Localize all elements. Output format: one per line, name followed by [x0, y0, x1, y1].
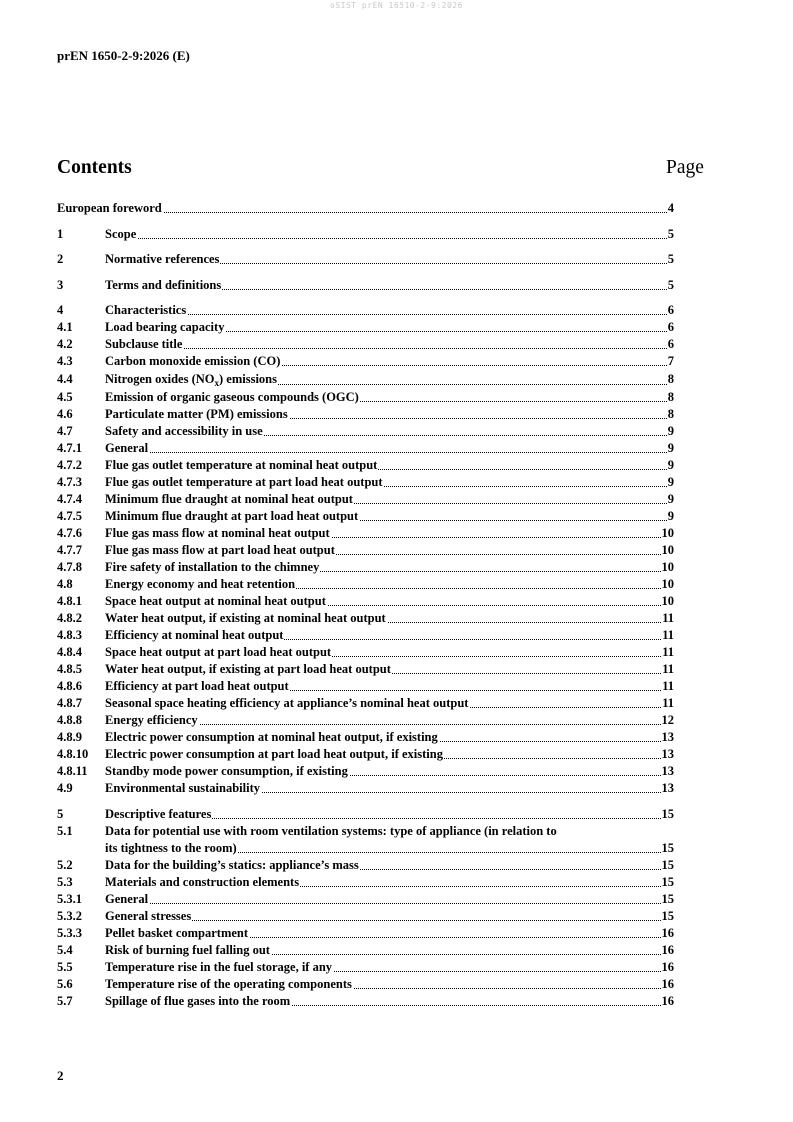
toc-entry-title: Space heat output at nominal heat output: [105, 593, 661, 610]
toc-entry-number: 4.7.2: [57, 458, 82, 472]
toc-entry-title: Water heat output, if existing at part load heat output: [105, 661, 661, 678]
toc-entry-page: 15: [661, 874, 674, 889]
toc-entry[interactable]: [57, 942, 674, 959]
toc-entry-number: 4.7.4: [57, 492, 82, 506]
toc-entry[interactable]: [57, 423, 674, 440]
toc-entry-title: Pellet basket compartment: [105, 925, 661, 942]
toc-entry[interactable]: [57, 336, 674, 353]
toc-entry-page: 16: [661, 993, 674, 1008]
toc-entry-number: 4: [57, 303, 64, 317]
toc-entry-title: Data for potential use with room ventilation systems: type of appliance (in relation to its tightness to the room) 15: [105, 823, 674, 855]
toc-entry-page: 9: [667, 509, 674, 523]
toc-entry-title: Subclause title: [105, 336, 667, 353]
toc-entry-title: Data for the building’s statics: appliance’s mass: [105, 857, 661, 874]
toc-entry-page: 4: [667, 201, 674, 215]
toc-entry[interactable]: [57, 891, 674, 908]
toc-entry-page: 8: [667, 407, 674, 421]
toc-entry-page: 10: [661, 577, 674, 591]
toc-entry-page: 5: [667, 226, 674, 241]
toc-entry[interactable]: [57, 695, 674, 712]
toc-entry-number: 4.8.10: [57, 747, 89, 761]
toc-entry-page: 11: [662, 645, 674, 659]
toc-entry-number: 5.5: [57, 959, 73, 974]
toc-entry-page: 11: [662, 696, 674, 710]
toc-entry[interactable]: [57, 389, 674, 406]
toc-entry-number: 4.8: [57, 577, 73, 591]
toc-entry[interactable]: [57, 908, 674, 925]
toc-entry[interactable]: [57, 353, 674, 370]
toc-entry-page: 16: [661, 959, 674, 974]
toc-entry-number: 4.2: [57, 337, 73, 351]
toc-entry-title: Space heat output at part load heat output: [105, 644, 661, 661]
toc-entry-title: Flue gas outlet temperature at nominal heat output: [105, 457, 667, 474]
toc-entry[interactable]: [57, 661, 674, 678]
toc-entry-title: Temperature rise of the operating components: [105, 976, 661, 993]
toc-entry-title: Electric power consumption at nominal heat output, if existing: [105, 729, 661, 746]
toc-entry-title: General: [105, 891, 661, 908]
toc-entry-number: 5: [57, 806, 64, 821]
toc-entry-number: 5.6: [57, 976, 73, 991]
toc-entry-number: 5.3.2: [57, 908, 82, 923]
toc-entry-title: Materials and construction elements: [105, 874, 661, 891]
toc-entry[interactable]: [57, 780, 674, 797]
toc-entry-number: 4.9: [57, 781, 73, 795]
toc-entry-page: 6: [667, 303, 674, 317]
toc-entry-title: Normative references: [105, 251, 667, 268]
toc-entry-title: Risk of burning fuel falling out: [105, 942, 661, 959]
toc-entry-title: Energy efficiency: [105, 712, 661, 729]
toc-entry-title: Spillage of flue gases into the room: [105, 993, 661, 1010]
toc-entry-title: Temperature rise in the fuel storage, if any: [105, 959, 661, 976]
toc-entry-number: 4.8.7: [57, 696, 82, 710]
toc-entry-page: 5: [667, 252, 674, 266]
toc-entry-title: European foreword: [57, 200, 667, 217]
toc-entry-number: 4.7.8: [57, 560, 82, 574]
toc-entry-title: Water heat output, if existing at nominal heat output: [105, 610, 661, 627]
toc-entry-number: 4.8.6: [57, 679, 82, 693]
toc-entry-number: 4.8.4: [57, 645, 82, 659]
toc-entry[interactable]: [57, 857, 674, 874]
toc-entry-title: Nitrogen oxides $(NO_x)$ emissions: [105, 370, 667, 389]
toc-entry[interactable]: [57, 440, 674, 457]
toc-entry[interactable]: [57, 993, 674, 1010]
toc-entry-page: 15: [661, 891, 674, 906]
toc-entry-title: Minimum flue draught at nominal heat output: [105, 491, 667, 508]
toc-entry[interactable]: [57, 729, 674, 746]
toc-entry[interactable]: [57, 712, 674, 729]
toc-entry[interactable]: [57, 644, 674, 661]
toc-entry-page: 6: [667, 337, 674, 351]
toc-entry-title: Standby mode power consumption, if existing: [105, 763, 661, 780]
toc-entry-title: Seasonal space heating efficiency at appliance’s nominal heat output: [105, 695, 661, 712]
toc-entry-page: 10: [661, 526, 674, 540]
toc-entry-number: 4.5: [57, 390, 73, 404]
toc-entry-title: Minimum flue draught at part load heat output: [105, 508, 667, 525]
toc-entry-page: 13: [661, 764, 674, 778]
page-column-label: Page: [666, 157, 704, 178]
toc-entry-title: General stresses: [105, 908, 661, 925]
toc-entry[interactable]: [57, 302, 674, 319]
toc-entry[interactable]: [57, 457, 674, 474]
toc-entry-number: 4.8.11: [57, 764, 88, 778]
toc-entry-number: 4.1: [57, 320, 73, 334]
toc-entry-number: 4.7.5: [57, 509, 82, 523]
toc-entry-page: 10: [661, 543, 674, 557]
toc-entry-number: 4.4: [57, 372, 73, 386]
toc-entry-title: Carbon monoxide emission (CO): [105, 353, 667, 370]
toc-entry-number: 1: [57, 226, 64, 241]
toc-entry[interactable]: [57, 406, 674, 423]
toc-entry-title: Safety and accessibility in use: [105, 423, 667, 440]
toc-entry-page: 11: [662, 679, 674, 693]
toc-entry-page: 15: [661, 806, 674, 821]
toc-entry-page: 10: [661, 594, 674, 608]
toc-entry-number: 5.7: [57, 993, 73, 1008]
toc-entry-number: 5.4: [57, 942, 73, 957]
toc-entry-page: 13: [661, 747, 674, 761]
toc-entry[interactable]: [57, 746, 674, 763]
toc-entry-title: Fire safety of installation to the chimney: [105, 559, 661, 576]
toc-entry-page: 11: [662, 628, 674, 642]
toc-entry-page: 5: [667, 277, 674, 292]
toc-entry-number: 4.6: [57, 407, 73, 421]
toc-entry[interactable]: [57, 559, 674, 576]
toc-entry-number: 4.7.3: [57, 475, 82, 489]
toc-entry-number: 5.2: [57, 857, 73, 872]
toc-entry-title: Particulate matter (PM) emissions: [105, 406, 667, 423]
toc-entry-title: Energy economy and heat retention: [105, 576, 661, 593]
toc-entry[interactable]: [57, 542, 674, 559]
table-of-contents: [57, 200, 674, 1010]
toc-entry-number: 5.3.3: [57, 925, 82, 940]
toc-entry[interactable]: [57, 763, 674, 780]
toc-entry[interactable]: [57, 976, 674, 993]
toc-entry-title: Efficiency at nominal heat output: [105, 627, 661, 644]
toc-entry-number: 4.7.1: [57, 441, 82, 455]
toc-entry-number: 5.3.1: [57, 891, 82, 906]
toc-entry-multiline[interactable]: [57, 823, 674, 857]
toc-entry[interactable]: [57, 226, 674, 243]
toc-entry-page: 15: [661, 840, 674, 855]
toc-entry-title: Flue gas mass flow at part load heat output: [105, 542, 661, 559]
toc-entry-title: Load bearing capacity: [105, 319, 667, 336]
toc-entry-title: Flue gas mass flow at nominal heat output: [105, 525, 661, 542]
toc-entry[interactable]: [57, 370, 674, 389]
toc-entry-title: Descriptive features: [105, 806, 661, 823]
toc-entry-number: 3: [57, 277, 64, 292]
toc-entry-page: 16: [661, 942, 674, 957]
watermark: oSIST prEN 16510-2-9:2026: [330, 1, 463, 10]
toc-entry-page: 7: [667, 354, 674, 368]
toc-entry-number: 4.8.2: [57, 611, 82, 625]
toc-entry-number: 4.7.6: [57, 526, 82, 540]
toc-entry[interactable]: [57, 806, 674, 823]
toc-entry-page: 8: [667, 390, 674, 404]
toc-entry[interactable]: [57, 959, 674, 976]
toc-entry[interactable]: [57, 474, 674, 491]
toc-entry-number: 4.3: [57, 354, 73, 368]
page-number: 2: [57, 1068, 64, 1083]
document-id: prEN 1650-2-9:2026 (E): [57, 48, 190, 63]
toc-entry-number: 4.8.8: [57, 713, 82, 727]
toc-entry-page: 11: [662, 662, 674, 676]
toc-entry-title: Emission of organic gaseous compounds (OGC): [105, 389, 667, 406]
toc-entry-title: Flue gas outlet temperature at part load heat output: [105, 474, 667, 491]
toc-entry-number: 2: [57, 252, 64, 266]
toc-entry-page: 6: [667, 320, 674, 334]
toc-entry-page: 9: [667, 492, 674, 506]
toc-entry[interactable]: [57, 874, 674, 891]
toc-entry-page: 13: [661, 730, 674, 744]
toc-entry-page: 13: [661, 781, 674, 795]
toc-entry[interactable]: [57, 627, 674, 644]
toc-entry-number: 4.8.5: [57, 662, 82, 676]
toc-entry-number: 5.3: [57, 874, 73, 889]
toc-entry-page: 11: [662, 611, 674, 625]
toc-entry-number: 4.7.7: [57, 543, 82, 557]
toc-entry-page: 9: [667, 458, 674, 472]
toc-entry-page: 8: [667, 370, 674, 389]
toc-entry-title: Electric power consumption at part load heat output, if existing: [105, 746, 661, 763]
toc-entry-page: 16: [661, 925, 674, 940]
toc-entry[interactable]: [57, 319, 674, 336]
toc-entry[interactable]: [57, 525, 674, 542]
toc-entry-number: 4.8.1: [57, 594, 82, 608]
toc-entry-title: Environmental sustainability: [105, 780, 661, 797]
toc-entry[interactable]: [57, 593, 674, 610]
toc-entry[interactable]: [57, 277, 674, 294]
toc-entry-page: 12: [661, 713, 674, 727]
toc-entry-title: Scope: [105, 226, 667, 243]
toc-entry-title: Terms and definitions: [105, 277, 667, 294]
toc-entry-page: 9: [667, 475, 674, 489]
contents-heading: Contents: [57, 157, 132, 178]
toc-entry[interactable]: [57, 251, 674, 268]
toc-entry-number: 4.7: [57, 424, 73, 438]
toc-entry[interactable]: [57, 576, 674, 593]
toc-entry[interactable]: [57, 508, 674, 525]
toc-entry[interactable]: [57, 925, 674, 942]
toc-entry[interactable]: [57, 491, 674, 508]
toc-entry-title: General: [105, 440, 667, 457]
toc-entry-page: 16: [661, 976, 674, 991]
toc-entry-page: 9: [667, 424, 674, 438]
toc-entry-title: Efficiency at part load heat output: [105, 678, 661, 695]
toc-entry-foreword[interactable]: [57, 200, 674, 217]
toc-entry-number: 4.8.9: [57, 730, 82, 744]
toc-entry-page: 15: [661, 857, 674, 872]
toc-entry[interactable]: [57, 610, 674, 627]
toc-entry-number: 5.1: [57, 823, 73, 838]
toc-entry-page: 10: [661, 560, 674, 574]
toc-entry-page: 15: [661, 908, 674, 923]
toc-entry-number: 4.8.3: [57, 628, 82, 642]
toc-entry-title: Characteristics: [105, 302, 667, 319]
toc-entry-page: 9: [667, 441, 674, 455]
toc-entry[interactable]: [57, 678, 674, 695]
